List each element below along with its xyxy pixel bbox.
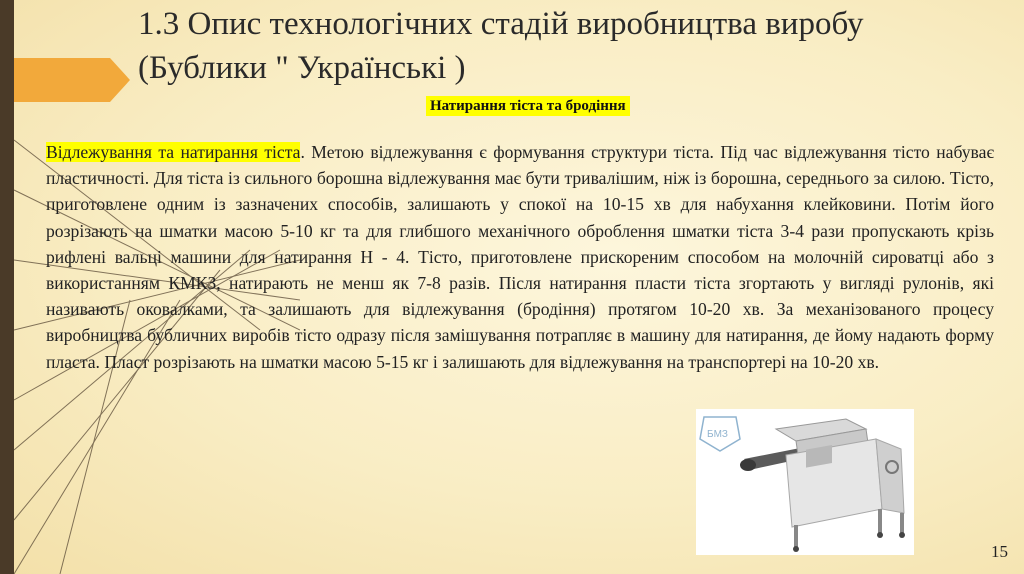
- slide-title: 1.3 Опис технологічних стадій виробництва виробу (Бублики " Українські ): [138, 6, 864, 86]
- logo-text: БМЗ: [707, 429, 728, 440]
- slide-subtitle: Натирання тіста та бродіння: [426, 96, 630, 116]
- highlighted-phrase: Відлежування та натирання тіста: [46, 142, 301, 162]
- title-arrow-tab: [14, 58, 130, 102]
- page-number: 15: [991, 542, 1008, 561]
- paragraph-text: . Метою відлежування є формування структури тіста. Під час відлежування тісто набуває пластичності. Для тіста із сильного борошна відлежування має бути тривалішим, ніж із борошна, середнього за силою. Тісто, приготовлене одним із зазначених способів, залишають у спокої на 10-15 хв для набухання клейковини. Потім його розрізають на шматки масою 5-10 кг та для глибшого механічного оброблення шматки тіста 3-4 рази пропускають крізь рифлені вальці машини для натирання Н - 4. Тісто, приготовлене прискореним способом на молочній сироватці або з використанням КМКЗ, натирають не менш як 7-8 разів. Після натирання пласти тіста згортають у вигляді рулонів, які називають оковалками, та залишають для відлежування (бродіння) протягом 10-20 хв. За механізованого процесу виробництва бубличних виробів тісто одразу після замішування потрапляє в машину для натирання, де йому надають форму пласта. Пласт розрізають на шматки масою 5-15 кг і залишають для відлежування на транспортері на 10-20 хв.: [46, 142, 994, 372]
- dough-machine-photo: [696, 409, 914, 555]
- machine-illustration: [696, 409, 914, 555]
- body-paragraph: [46, 139, 994, 375]
